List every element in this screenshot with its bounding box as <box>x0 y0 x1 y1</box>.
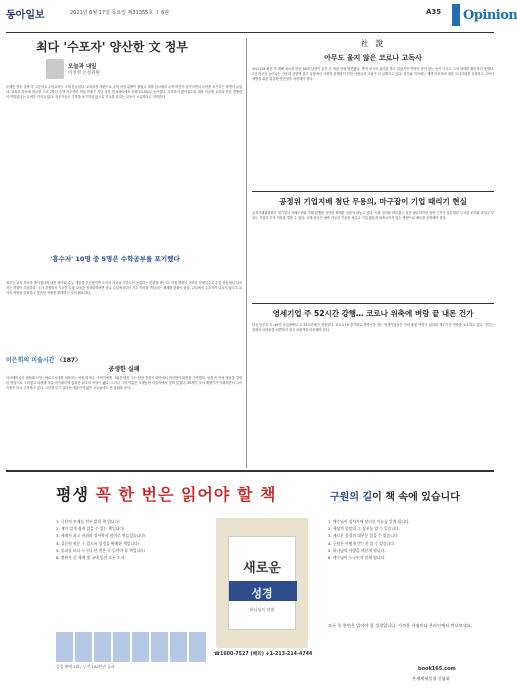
ad-brand: 온세계새성경 신협회 <box>412 676 450 681</box>
ad-right-list <box>328 518 478 561</box>
editorial-2-body: 공정거래위원회가 대기업의 지배구조와 거래 관행을 겨냥한 제재를 잇달아 내놓고 있다. 시장 질서를 바로잡는 것은 필요하지만 법적 근거가 불분명한 무리한 조사와 과징금 부과는 기업의 투자 의욕을 꺾을 수 있다. 규제 당국은 예측 가능한 기준을 세우고 기업 활동을 위축시키지 않는 방향으로 제도를 운영해야 한다. <box>252 211 494 221</box>
page-number: A35 <box>426 8 442 16</box>
ad-headline-pre: 평생 <box>56 485 96 504</box>
editorial-divider-1 <box>252 191 494 192</box>
book-spine <box>132 632 149 662</box>
book-spine <box>151 632 168 662</box>
right-column <box>252 38 494 423</box>
ad-list-item: 4. 질문형 원문 수 있도록 성경을 판매한 책입니다! <box>56 540 140 546</box>
editorial-2-headline: 공정위 기업지배 첨단 무용의, 마구잡이 기업 때리기 현실 <box>279 197 467 206</box>
ad-headline <box>56 482 276 505</box>
ad-phone: ☎1600-7527 (해외) +1-213-214-4744 <box>214 652 313 657</box>
ad-subheadline <box>330 488 460 503</box>
ad-right-item: 2. 세상의 종말과 그 징조를 알 수 있습니다. <box>328 526 400 532</box>
ad-book-shelf <box>56 632 206 662</box>
book-spine <box>94 632 111 662</box>
column-headline: 공생한 실패 <box>108 366 140 373</box>
ad-book-cover <box>216 518 308 648</box>
section-badge <box>452 4 517 26</box>
section-title: Opinion <box>463 7 517 23</box>
left-headline: 최다 '수포자' 양산한 文 정부 <box>36 40 188 54</box>
book-spine <box>170 632 187 662</box>
column-number: 〈187〉 <box>56 357 82 364</box>
book-front <box>228 536 296 630</box>
editorial-divider-2 <box>252 303 494 304</box>
pull-quote: '흥수저' 10명 중 5명은 수학공부를 포기했다 <box>50 255 180 263</box>
column-body: 아르테미시아 젠틸레스키는 바로크시대를 대표하는 여성 화가다. 아버지에게 그림을 배운 그는 남성 중심의 화단에서 자신만의 화풍을 구축했다. 성경 속 여성 영웅을 강렬한 명암으로 그려냈고 피렌체 미술 아카데미에 입회한 최초의 여성이 됐다. 그러나 그의 이름은 오랫동안 미술사에서 잊혀 있었다. 20세기 들어 재평가가 이뤄지면서 그의 작품은 다시 주목받고 있다. 시련을 딛고 일어선 예술가의 삶은 오늘날에도 큰 울림을 준다. <box>6 376 242 391</box>
book-subtitle: 성경 <box>251 587 273 600</box>
byline <box>46 59 242 79</box>
ad-list-item: 6. 출판사 중 세계 및 국내 입선 모든 도서! <box>56 555 126 561</box>
ad-caption: 성경 판매 1위 / 누적 100만권 돌파 <box>56 664 115 669</box>
ad-right-item: 6. 예수님이 누구인지 알게 됩니다. <box>328 555 386 561</box>
ad-right-item: 5. 하나님의 사랑을 깨닫게 됩니다. <box>328 547 386 553</box>
ad-list-item: 1. 극단의 부재를 전부 밝힌 책 입니다! <box>56 519 120 524</box>
author-name: 오늘과 내일 <box>68 64 97 70</box>
ad-benefit-list <box>56 518 206 561</box>
advertisement <box>6 470 494 687</box>
section-bar <box>452 4 460 26</box>
editorial-3-headline: 영세기업 주 52시간 강행… 코로나 위축에 벼랑 끝 내몬 건가 <box>272 309 474 318</box>
ad-list-item: 3. 세계적 최고 권위의 성서학자 참여로 만들었습니다! <box>56 533 146 539</box>
book-spine <box>113 632 130 662</box>
column-title <box>6 355 242 373</box>
ad-subhead-pre: 구원의 길 <box>330 492 373 503</box>
author-role: 이진영 논설위원 <box>68 71 100 76</box>
ad-url[interactable]: book165.com <box>418 666 456 672</box>
left-article-body: 문재인 정부 출범 후 고등학교 수학교육이 크게 흔들렸다. 교육과정 개편으로 수학 학습 분량이 줄었고 대학 입시에서 수학 비중이 낮아지면서 수학을 포기하는 학생이 늘었다. 교육부 자료에 따르면 고교 2학년 수학 기초학력 미달 비율은 지난 정부 말 9.9%에서 올해 13.5%로 높아졌다. 수포자가 많아질수록 대학 이공계 교육과 산업 경쟁력이 약화된다는 우려가 커지고 있다. 전문가들은 수학을 포기하지 않도록 기초를 다지는 교육이 시급하다고 지적한다. <box>6 85 242 100</box>
book-spine <box>75 632 92 662</box>
ad-list-item: 5. 종교를 떠나 누구나 한 번은 꼭 읽어야 할 책입니다! <box>56 547 146 553</box>
book-spine <box>189 632 206 662</box>
book-title: 새로운 <box>243 561 281 576</box>
editorial-3-body: 다음 달부터 5∼49인 사업장에도 주 52시간제가 적용된다. 코로나19 장기화로 경영난을 겪는 영세기업들은 인력 충원 여력이 없다며 계도기간 연장을 호소하고 있다. 정부는 현장의 어려움을 외면하지 말고 보완책을 마련해야 한다. <box>252 323 494 333</box>
masthead <box>6 4 517 34</box>
editorial-1-headline: 아무도 울지 않은 코로나 고독사 <box>324 54 422 62</box>
ad-right-item: 4. 구원은 어떻게 받는지 알 수 있습니다. <box>328 540 396 546</box>
ad-right-item: 3. 새로운 성경의 대부분 읽을 수 있습니다. <box>328 533 399 539</box>
ad-right-footer: 모두 꼭 한번은 읽어야 할 성경입니다. 가까운 서점이나 온라인에서 만나보세요. <box>328 623 473 628</box>
ad-list-item: 2. 재미 있게 쉽게 읽을 수 있는 책입니다! <box>56 526 125 532</box>
newspaper-logo: 동아일보 <box>6 10 45 21</box>
editorial-1-body: 코로나19 확진 후 재택 치료를 받던 50대 남성이 숨진 지 며칠 만에 발견됐다. 방역 당국의 관리를 받고 있었지만 연락이 닿지 않는 동안 아무도 그의 상태를 확인하지 못했다. 1인 가구가 늘어나는 가운데 감염병 위기 상황에서 사회적 관계망이 약한 사람들의 고립이 더 심해지고 있다. 정부와 지자체는 재택 치료자에 대한 모니터링을 강화하고 고독사 예방을 위한 촘촘한 안전망을 마련해야 한다. <box>252 67 494 82</box>
author-photo <box>46 59 64 79</box>
ad-headline-highlight: 꼭 한 번은 읽어야 할 책 <box>95 485 277 504</box>
column-divider <box>246 38 247 468</box>
editorial-title: 社 說 <box>360 39 386 48</box>
ad-right-item: 1. 예수님이 십자가에 달리신 이유를 알게 됩니다. <box>328 519 410 524</box>
left-article-body-2: 정부는 교육 격차를 줄이겠다며 내신 평가와 수능 개편을 추진했지만 오히려 사교육 의존도만 높였다는 비판을 받는다. 가정 형편이 어려운 학생일수록 수학 학습에서 뒤처지는 경향이 뚜렷하다. 국가 경쟁력의 기초인 수학 교육을 정상화하려면 학교 수업에서부터 기초 학력을 책임지는 체계를 갖춰야 한다. 교실에서 수포자가 나오지 않도록 교사의 역할을 강화하고 맞춤형 지원을 확대하는 것이 필요하다. <box>6 281 242 296</box>
book-spine <box>56 632 73 662</box>
book-word: 하나님의 말씀 <box>249 607 275 612</box>
header-rule <box>6 32 494 33</box>
ad-subhead-post: 이 책 속에 있습니다 <box>372 492 460 503</box>
column-series: 이은희의 미술시간 <box>6 357 55 364</box>
dateline: 2021년 6월 17일 목요일 제31355호 ㅣ 6판 <box>70 10 170 16</box>
